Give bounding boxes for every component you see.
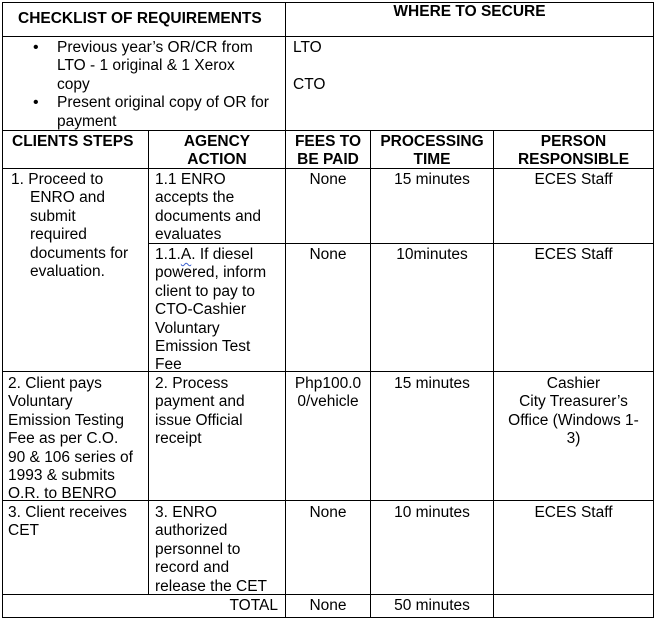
total-label: TOTAL [229,597,278,614]
total-fee: None [309,597,347,614]
border-bottom [2,617,654,618]
rule-step1 [2,371,654,372]
requirements-list [33,39,283,131]
requirement-item: • Previous year’s OR/CR from LTO - 1 original & 1 Xerox copy [33,39,283,94]
where-title: WHERE TO SECURE [393,3,546,20]
col-header-clients-steps: CLIENTS STEPS [12,133,134,150]
requirement-source: LTO [293,39,322,56]
total-time: 50 minutes [394,597,470,614]
person-1-1: ECES Staff [534,171,613,188]
time-1-1: 15 minutes [394,171,470,188]
checklist-title: CHECKLIST OF REQUIREMENTS [18,10,262,27]
fee-3: None [309,504,347,521]
col-header-person-responsible: PERSON RESPONSIBLE [517,133,630,169]
agency-action-1-1: 1.1 ENRO accepts the documents and evaluates [155,171,261,244]
person-1-1a: ECES Staff [534,246,613,263]
col-header-processing-time: PROCESSING TIME [380,133,484,169]
client-step-3: 3. Client receives CET [8,504,127,540]
fee-2: Php100.0 0/vehicle [294,375,362,411]
rule-header [2,36,654,37]
col-header-agency-action: AGENCY ACTION [183,133,251,169]
time-3: 10 minutes [394,504,470,521]
fee-1-1a: None [309,246,347,263]
col-rule-1 [148,130,149,595]
col-rule-2 [285,130,286,618]
person-2: Cashier City Treasurer’s Office (Windows 1- 3) [508,375,639,448]
fee-1-1: None [309,171,347,188]
requirement-item: • Present original copy of OR for payment [33,94,283,131]
person-3: ECES Staff [534,504,613,521]
border-right [653,2,654,618]
col-header-fees: FEES TO BE PAID [294,133,362,169]
col-rule-4 [493,130,494,618]
agency-action-1-1a: 1.1.A. If diesel powered, inform client to pay to CTO-Cashier Voluntary Emission Test Fee [155,246,267,374]
agency-action-3: 3. ENRO authorized personnel to record and release the CET [155,504,267,595]
agency-action-2: 2. Process payment and issue Official receipt [155,375,245,448]
time-1-1a: 10minutes [396,246,468,263]
requirement-source: CTO [293,76,326,93]
client-step-2: 2. Client pays Voluntary Emission Testing Fee as per C.O. 90 & 106 series of 1993 & submits O.R. to BENRO [8,375,133,503]
client-step-1: 1. Proceed to ENRO and submit required documents for evaluation. [11,171,129,281]
time-2: 15 minutes [394,375,470,392]
border-left [2,2,3,618]
col-rule-3 [370,130,371,618]
rule-step3 [2,594,654,595]
